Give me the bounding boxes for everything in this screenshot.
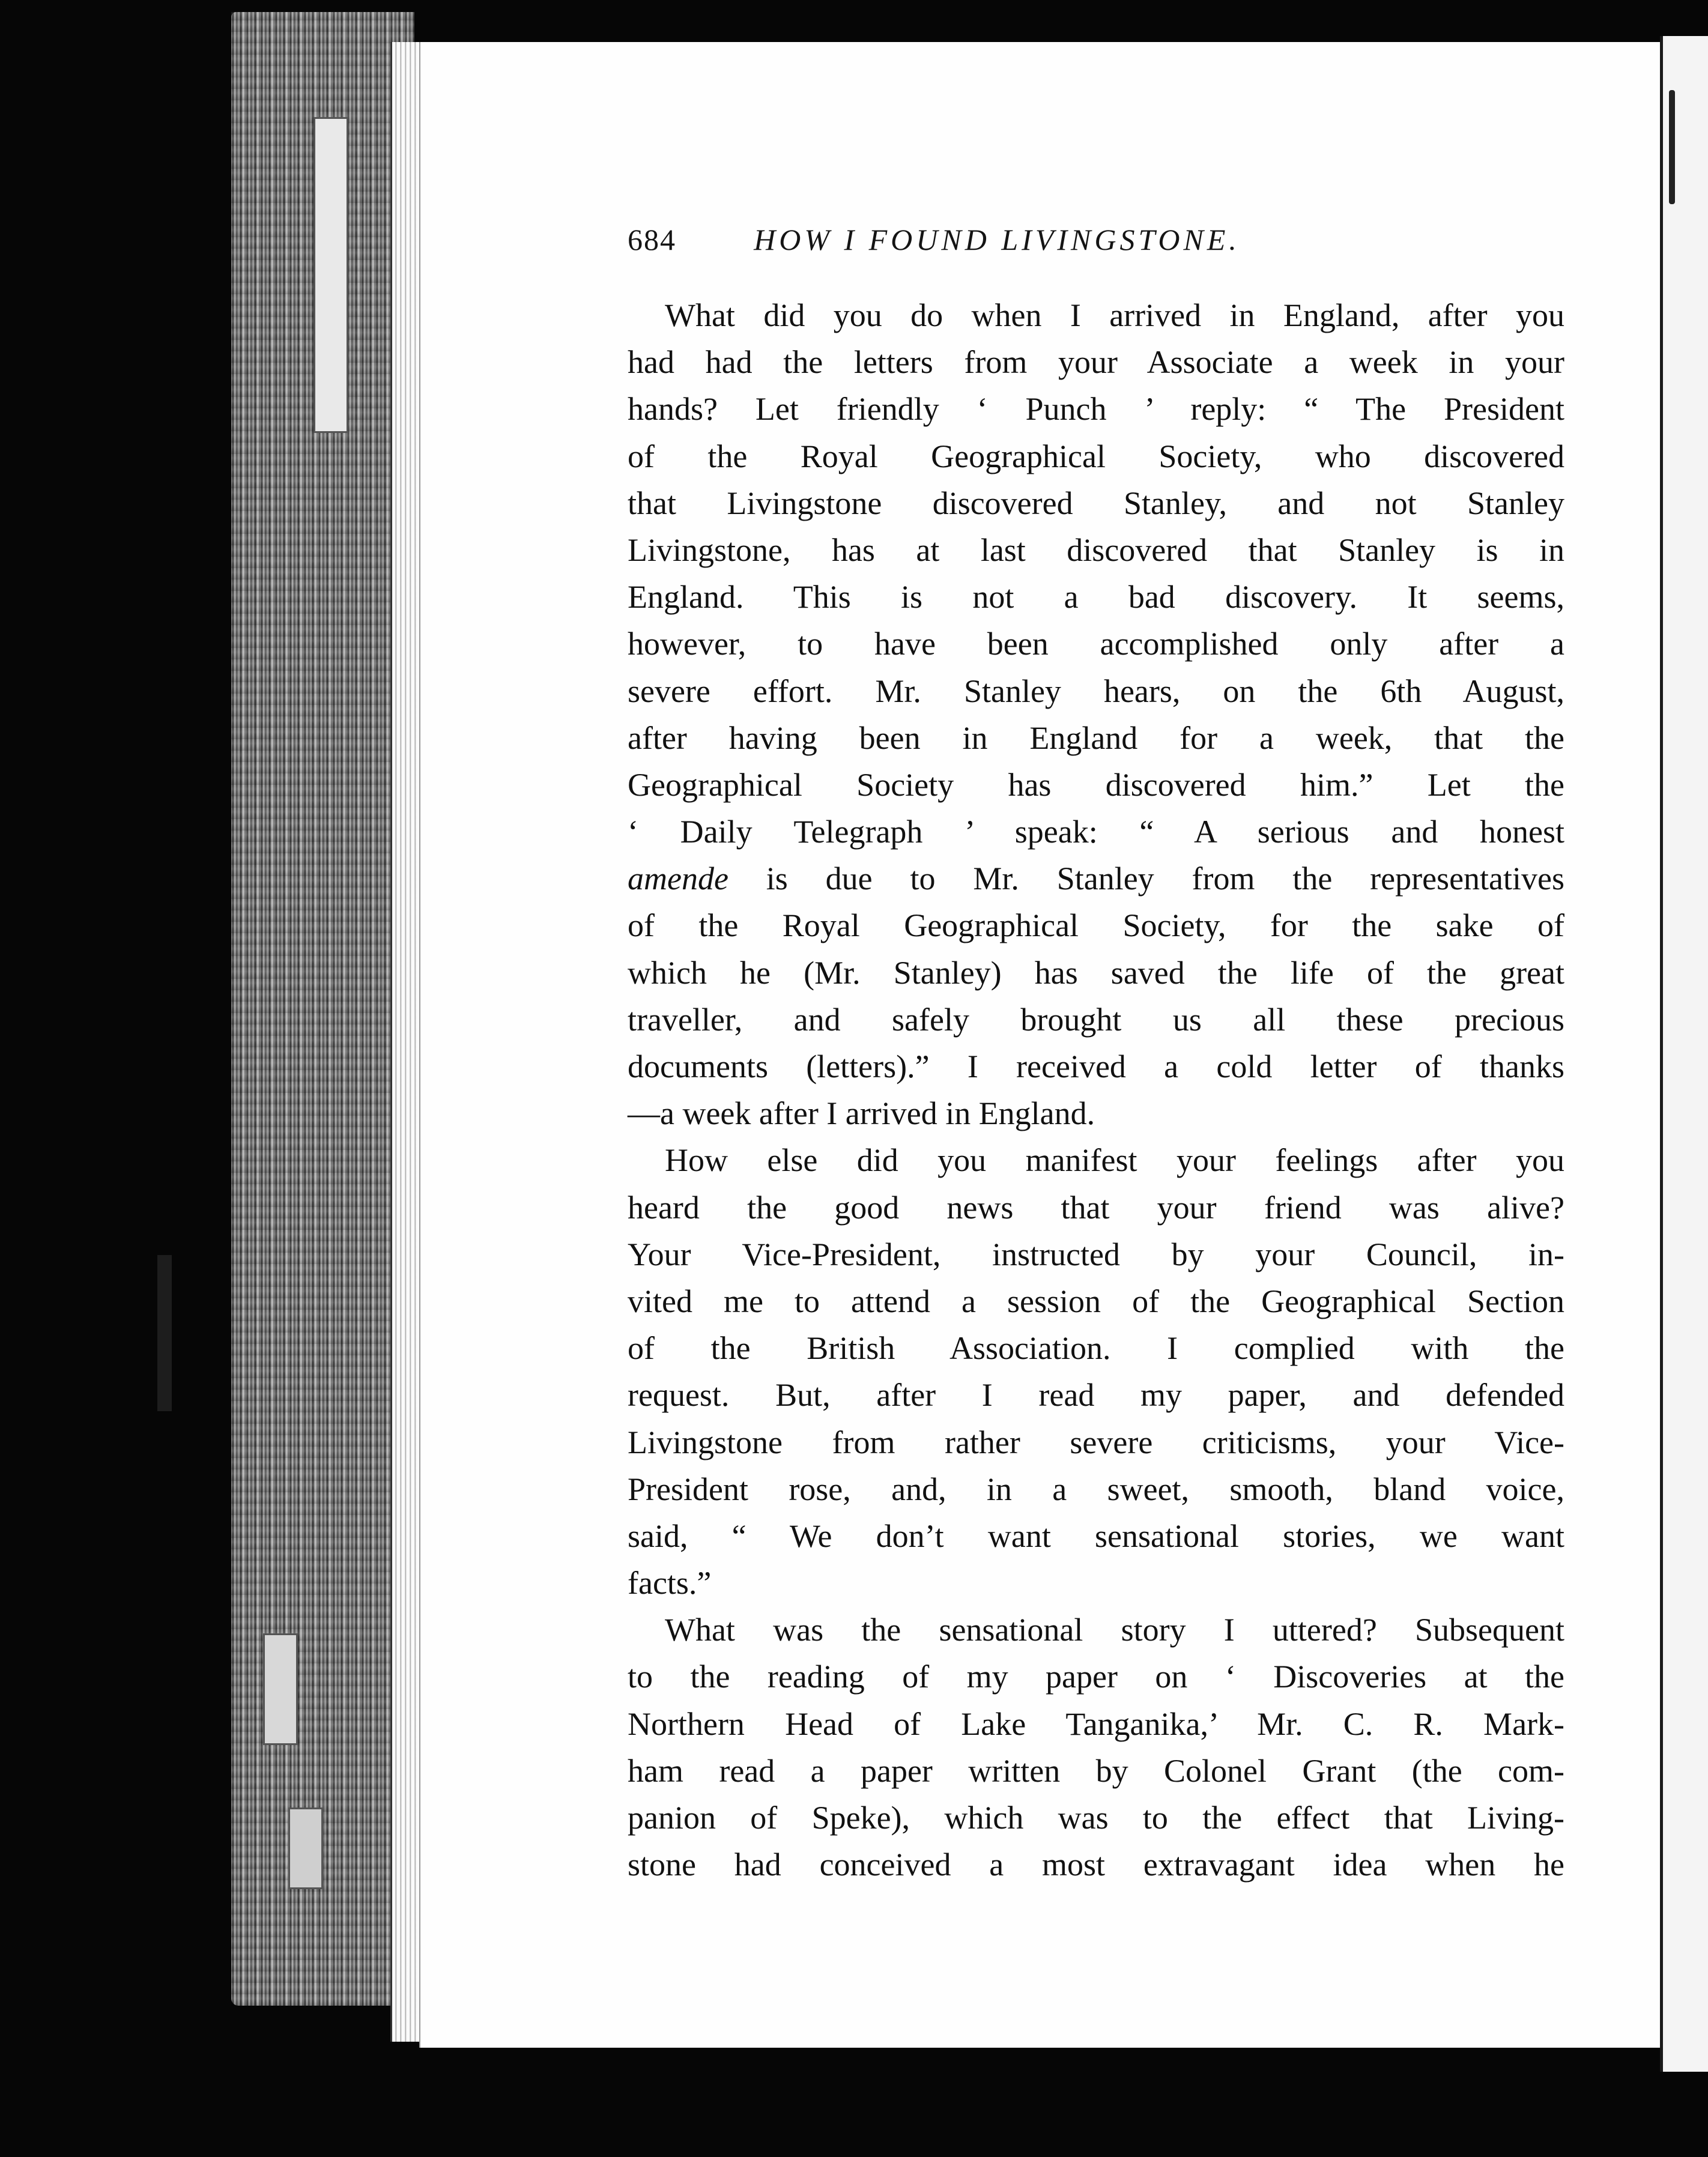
text-line: however, to have been accomplished only after a: [628, 626, 1564, 662]
text-line: President rose, and, in a sweet, smooth, bland voice,: [628, 1471, 1564, 1507]
text-line: England. This is not a bad discovery. It seems,: [628, 579, 1564, 616]
text-line: Livingstone from rather severe criticisms, your Vice-: [628, 1424, 1564, 1460]
body-text: [628, 292, 1564, 1888]
text-line: severe effort. Mr. Stanley hears, on the 6th August,: [628, 673, 1564, 709]
bookmark-strip: [288, 1808, 323, 1889]
text-line: ham read a paper written by Colonel Grant (the com-: [628, 1752, 1564, 1789]
running-title: HOW I FOUND LIVINGSTONE.: [754, 223, 1240, 256]
text-line: of the British Association. I complied with the: [628, 1330, 1564, 1367]
text-line: documents (letters).” I received a cold letter of thanks: [628, 1048, 1564, 1085]
page-number: 684: [628, 223, 676, 256]
text-line: Northern Head of Lake Tanganika,’ Mr. C. R. Mark-: [628, 1705, 1564, 1742]
page-fan: [390, 42, 422, 2042]
text-line: request. But, after I read my paper, and defended: [628, 1377, 1564, 1414]
text-line: stone had conceived a most extravagant idea when he: [628, 1847, 1564, 1883]
text-line: which he (Mr. Stanley) has saved the life of the great: [628, 954, 1564, 991]
text-line: What did you do when I arrived in England, after you: [665, 297, 1564, 333]
text-line: to the reading of my paper on ‘ Discoveries at the: [628, 1659, 1564, 1695]
facing-page-edge: [1660, 36, 1708, 2072]
text-line: of the Royal Geographical Society, for the sake of: [628, 907, 1564, 944]
text-line: hands? Let friendly ‘ Punch ’ reply: “ The President: [628, 391, 1564, 428]
text-line: What was the sensational story I uttered? Subsequent: [665, 1612, 1564, 1648]
text-line: Livingstone, has at last discovered that Stanley is in: [628, 531, 1564, 568]
text-line: after having been in England for a week, that the: [628, 719, 1564, 756]
page-header: [628, 222, 1330, 258]
text-line: Your Vice-President, instructed by your Council, in-: [628, 1236, 1564, 1272]
text-line: —a week after I arrived in England.: [628, 1095, 1095, 1132]
text-line-rest: is due to Mr. Stanley from the representatives: [728, 861, 1564, 897]
text-line: heard the good news that your friend was alive?: [628, 1189, 1564, 1226]
text-line: vited me to attend a session of the Geographical Section: [628, 1283, 1564, 1319]
text-line: panion of Speke), which was to the effect that Living-: [628, 1800, 1564, 1836]
bookmark-strip: [313, 117, 348, 433]
text-line: How else did you manifest your feelings after you: [665, 1142, 1564, 1179]
italic-word: amende: [628, 861, 728, 897]
text-line: traveller, and safely brought us all these precious: [628, 1001, 1564, 1038]
text-line: said, “ We don’t want sensational stories, we want: [628, 1517, 1564, 1554]
spine-shadow: [157, 1255, 172, 1411]
text-line-italic: [628, 855, 1564, 902]
text-line: that Livingstone discovered Stanley, and not Stanley: [628, 485, 1564, 521]
text-line: ‘ Daily Telegraph ’ speak: “ A serious and honest: [628, 814, 1564, 850]
bookmark-strip: [263, 1633, 298, 1745]
text-line: Geographical Society has discovered him.” Let the: [628, 766, 1564, 803]
text-line: facts.”: [628, 1565, 712, 1602]
text-line: of the Royal Geographical Society, who discovered: [628, 438, 1564, 474]
text-line: had had the letters from your Associate a week in your: [628, 344, 1564, 381]
